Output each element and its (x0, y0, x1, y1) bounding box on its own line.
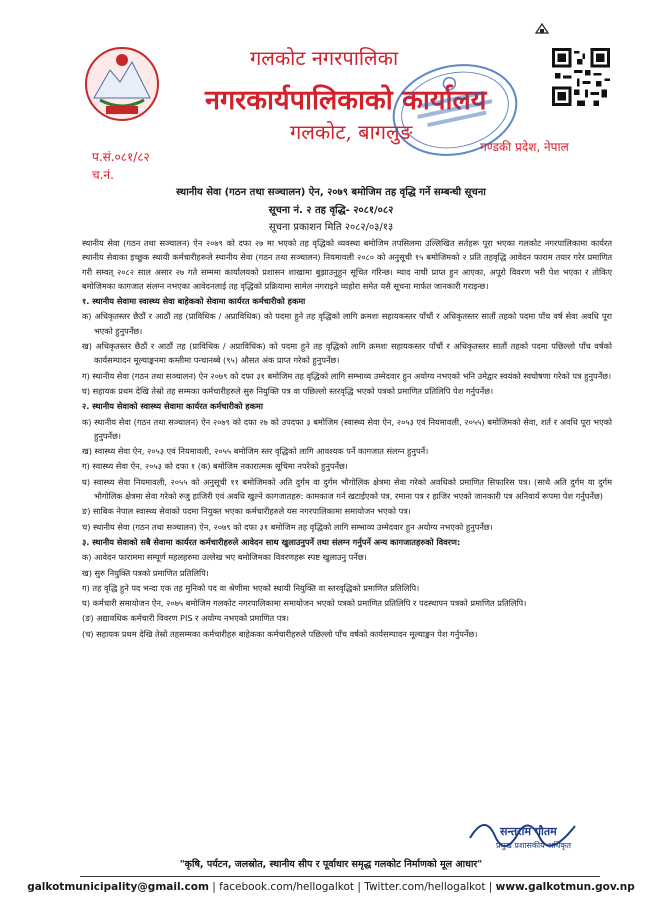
municipality-name: गलकोट नगरपालिका (250, 46, 399, 70)
office-stamp (385, 55, 525, 165)
separator: | (208, 881, 220, 893)
list-item: घ) स्वास्थ्य सेवा नियमावली, २०५५ को अनुसूची ११ बमोजिमको अति दुर्गम वा दुर्गम भौगोलिक क्षेत्रमा सेवा गरेको अवधिको प्रमाणित सिफारिस पत्र। (साथै अति दुर्गम या दुर्गम भौगोलिक क्षेत्रमा सेवा गरेको रुजु हाजिरी एवं अवधि खुल्ने कागजातहरु: कामकाज गर्न खटाईएको पत्र, रमाना पत्र र हाजिर भएको जानकारी पत्र अनिवार्य रूपमा पेश गर्नुपर्नेछ) (82, 476, 612, 502)
signatory-title: प्रमुख प्रशासकीय अधिकृत (496, 841, 572, 850)
list-item: घ) कर्मचारी समायोजन ऐन, २०७५ बमोजिम गलकोट नगरपालिकामा समायोजन भएको पत्रको प्रमाणित प्रतिलिपि र पदस्थापन पत्रको प्रमाणित प्रतिलिपि। (82, 598, 527, 609)
notice-body (82, 236, 612, 642)
list-item: ख) अधिकृतस्तर छैठौं र आठौं तह (प्राविधिक / अप्राविधिक) को पदमा हुने तह वृद्धिको लागि क्रमशः सहायकस्तर पाँचौं र अधिकृतस्तर सातौं तहको पदमा पछिल्लो पाँच वर्षको कार्यसम्पादन मूल्याङ्कनमा कम्तीमा पन्चानब्बे (९५) औसत अंक प्राप्त गरेको हुनुपर्नेछ। (82, 341, 612, 366)
footer-contacts (0, 881, 662, 893)
province-country: गण्डकी प्रदेश, नेपाल (480, 140, 569, 154)
list-item: ख) स्वास्थ्य सेवा ऐन, २०५३ एवं नियमावली, २०५५ बमोजिम स्तर वृद्धिको लागि आवश्यक पर्ने कागजात संलग्न हुनुपर्ने। (82, 446, 429, 457)
list-item: (ङ) अद्यावधिक कर्मचारी विवरण PIS र अयोग्य नभएको प्रमाणित पत्र। (82, 613, 289, 624)
building-icon (535, 22, 549, 34)
list-item: क) अधिकृतस्तर छैठौं र आठौं तह (प्राविधिक / अप्राविधिक) को पदमा हुने तह वृद्धिको लागि क्रमशः सहायकस्तर पाँचौं र अधिकृतस्तर सातौं तहको पदमा पाँच वर्ष सेवा अवधि पूरा भएको हुनुपर्नेछ। (82, 311, 612, 336)
list-item: ग) तह वृद्धि हुने पद भन्दा एक तह मुनिको पद वा श्रेणीमा भएको स्थायी नियुक्ति वा स्तरवृद्धिको प्रमाणित प्रतिलिपि। (82, 582, 420, 593)
notice-title: स्थानीय सेवा (गठन तथा सञ्चालन) ऐन, २०७९ बमोजिम तह वृद्धि गर्ने सम्बन्धी सूचना (176, 187, 486, 198)
qr-code (552, 48, 610, 106)
notice-number: सूचना नं. २ तह वृद्धि- २०८१/०८२ (268, 205, 394, 216)
nepal-emblem-logo (80, 40, 164, 124)
list-item: ग) स्थानीय सेवा (गठन तथा सञ्चालन) ऐन २०७९ को दफा ३१ बमोजिम तह वृद्धिको लागि सम्भाव्य उम्मेदवार हुन अयोग्य नभएको भनि उमेद्वार स्वयंको स्वघोषणा गरेको पत्र हुनुपर्नेछ। (82, 370, 612, 381)
reference-number: प.सं.०८१/८२ (92, 150, 150, 164)
separator: | (485, 881, 496, 893)
list-item: घ) सहायक प्रथम देखि तेस्रो तह सम्मका कर्मचारीहरुले सुरु नियुक्ति पत्र वा पछिल्लो स्तरवृद्धि भएको पत्रको प्रमाणित प्रतिलिपि पेश गर्नुपर्नेछ। (82, 385, 494, 396)
footer-divider (80, 876, 600, 877)
list-item: (च) सहायक प्रथम देखि तेस्रो तहसम्मका कर्मचारीहरु बाहेकका कर्मचारीहरुले पछिल्लो पाँच वर्षको कार्यसम्पादन मूल्याङ्कन पेश गर्नुपर्नेछ। (82, 628, 478, 639)
list-item: ङ) साबिक नेपाल स्वास्थ्य सेवाको पदमा नियुक्त भएका कर्मचारीहरुले यस नगरपालिकामा समायोजन भएको पत्र। (82, 506, 411, 517)
list-item: क) स्थानीय सेवा (गठन तथा सञ्चालन) ऐन २०७९ को दफा २७ को उपदफा ३ बमोजिम (स्वास्थ्य सेवा ऐन, २०५३ एवं नियमावली, २०५५) बमोजिमको सेवा, शर्त र अवधि पूरा भएको हुनुपर्नेछ। (82, 416, 612, 441)
publication-date: सूचना प्रकाशन मिति २०८२/०३/१३ (268, 222, 394, 233)
intro-paragraph: स्थानीय सेवा (गठन तथा सञ्चालन) ऐन २०७९ को दफा २७ मा भएको तह वृद्धिको व्यवस्था बमोजिम तपसिलमा उल्लिखित सर्तहरू पूरा भएका गलकोट नगरपालिकामा कार्यरत स्थानीय सेवाका इच्छुक स्थायी कर्मचारीहरूले स्थानीय सेवा (गठन तथा सञ्चालन) नियमावली २०८० को अनुसूची १५ बमोजिमको २ प्रति तहवृद्धि आवेदन फाराम तयार गरेर प्रमाणित गरी सम्वत् २०८२ साल असार २७ गते सम्ममा कार्यालयको प्रशासन शाखामा बुझाउनुहुन सूचित गरिन्छ। म्याद नाघी प्राप्त हुन आएका, अपूरो विवरण भरी पेश भएका र तोकिए बमोजिमका कागजात संलग्न नभएका आवेदनलाई तह वृद्धिको प्रक्रियामा सामेल नगराइने व्यहोरा समेत यसै सूचना मार्फत जानकारी गराइन्छ। (82, 238, 612, 291)
dispatch-number: च.नं. (92, 168, 114, 182)
list-item: क) आवेदन फाराममा सम्पूर्ण महलहरुमा उल्लेख भए बमोजिमका विवरणहरू स्पष्ट खुलाउनु पर्नेछ। (82, 552, 367, 563)
signatory-name: सन्तराम गौतम (500, 825, 557, 838)
facebook-link[interactable]: facebook.com/hellogalkot (219, 881, 355, 893)
list-item: च) स्थानीय सेवा (गठन तथा सञ्चालन) ऐन, २०७९ को दफा ३१ बमोजिम तह वृद्धिको लागि सम्भाव्य उम्मेदवार हुन अयोग्य नभएको हुनुपर्नेछ। (82, 521, 493, 532)
website-link[interactable]: www.galkotmun.gov.np (495, 881, 635, 893)
twitter-link[interactable]: Twitter.com/hellogalkot (364, 881, 486, 893)
list-item: ख) सुरु नियुक्ति पत्रको प्रमाणित प्रतिलिपि। (82, 567, 209, 578)
separator: | (354, 881, 365, 893)
section-3-heading: ३. स्थानीय सेवाको सबै सेवामा कार्यरत कर्मचारीहरुले आवेदन साथ खुलाउनुपर्ने तथा संलग्न गर्नुपर्ने अन्य कागजातहरुको विवरण: (82, 536, 461, 547)
list-item: ग) स्वास्थ्य सेवा ऐन, २०५३ को दफा १ (क) बमोजिम नकारात्मक सूचिमा नपरेको हुनुपर्नेछ। (82, 461, 348, 472)
footer-motto: "कृषि, पर्यटन, जलस्रोत, स्थानीय सीप र पूर्वाधार समृद्ध गलकोट निर्माणको मूल आधार" (179, 859, 483, 870)
office-address: गलकोट, बागलुङ (290, 120, 413, 144)
email-link[interactable]: galkotmunicipality@gmail.com (27, 881, 209, 893)
office-name: नगरकार्यपालिकाको कार्यालय (205, 85, 487, 116)
section-2-heading: २. स्थानीय सेवाको स्वास्थ्य सेवामा कार्यरत कर्मचारीको हकमा (82, 401, 263, 412)
section-1-heading: १. स्थानीय सेवामा स्वास्थ्य सेवा बाहेकको सेवामा कार्यरत कर्मचारीको हकमा (82, 296, 306, 307)
